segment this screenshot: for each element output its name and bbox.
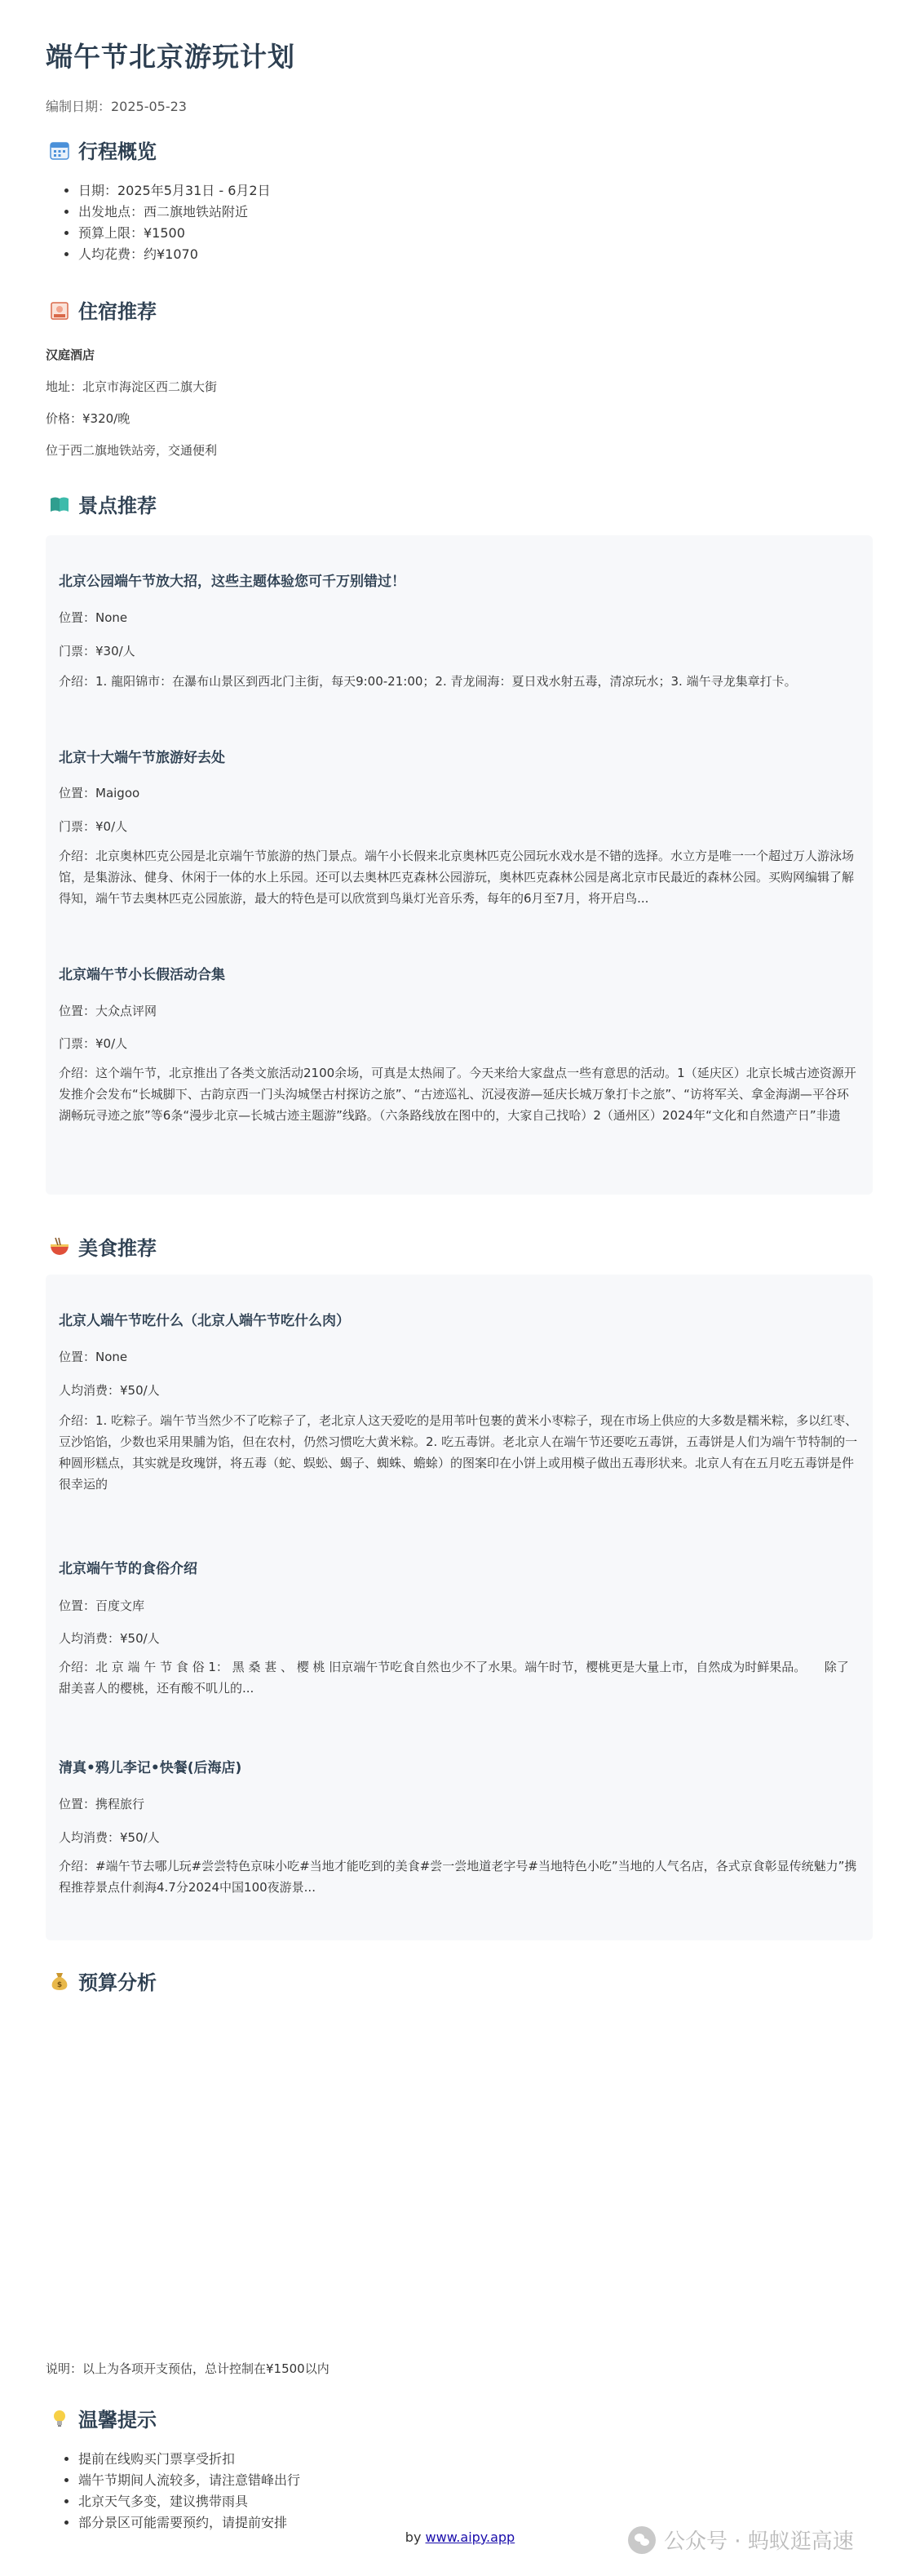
food-title: 北京端午节的食俗介绍 xyxy=(59,1561,197,1577)
hotel-price: 价格：¥320/晚 xyxy=(46,411,130,426)
food-desc: 介绍：1. 吃粽子。端午节当然少不了吃粽子了，老北京人这天爱吃的是用苇叶包裹的黄米小枣粽子，现在市场上供应的大多数是糯米粽，多以红枣、豆沙馅馅，少数也采用果脯为馅，但在农村，仍然习惯吃大黄米粽。2. 吃五毒饼。老北京人在端午节还要吃五毒饼，五毒饼是人们为端午节特制的一种圆形糕点，其实就是玫瑰饼，将五毒（蛇、蜈蚣、蝎子、蜘蛛、蟾蜍）的图案印在小饼上或用模子做出五毒形状来。北京人有在五月吃五毒饼是件很幸运的 xyxy=(59,1413,858,1492)
calendar-icon xyxy=(49,140,70,161)
section-attractions-heading xyxy=(49,490,157,518)
budget-note: 说明：以上为各项开支预估，总计控制在¥1500以内 xyxy=(46,2361,330,2376)
attraction-ticket: 门票：¥0/人 xyxy=(59,819,128,834)
hotel-address: 地址：北京市海淀区西二旗大街 xyxy=(46,379,218,394)
hotel-icon xyxy=(49,299,70,321)
attraction-location: 位置：None xyxy=(59,610,128,625)
list-item: • 人均花费：约¥1070 xyxy=(78,244,271,265)
hotel-note: 位于西二旗地铁站旁，交通便利 xyxy=(46,443,218,458)
attraction-title: 北京端午节小长假活动合集 xyxy=(59,967,225,983)
attraction-ticket: 门票：¥0/人 xyxy=(59,1036,128,1051)
attraction-location: 位置：Maigoo xyxy=(59,786,140,800)
section-food-title: 美食推荐 xyxy=(78,1237,157,1260)
attraction-desc: 介绍：这个端午节，北京推出了各类文旅活动2100余场，可真是太热闹了。今天来给大家盘点一些有意思的活动。1（延庆区）北京长城古迹资源开发推介会发布“长城脚下、古韵京西一门头沟城堡古村探访之旅”、“古迹巡礼、沉浸夜游—延庆长城万象打卡之旅”、“访将军关、拿金海湖—平谷环湖畅玩寻迹之旅”等6条“漫步北京—长城古迹主题游”线路。（六条路线放在图中的，大家自己找哈）2（通州区）2024年“文化和自然遗产日”非遗 xyxy=(59,1066,856,1123)
svg-text:$: $ xyxy=(56,1980,63,1989)
attraction-title: 北京十大端午节旅游好去处 xyxy=(59,750,225,766)
section-budget-heading xyxy=(49,1966,157,1995)
list-item: • 预算上限：¥1500 xyxy=(78,223,271,244)
page-title: 端午节北京游玩计划 xyxy=(46,41,295,73)
list-item: • 出发地点：西二旗地铁站附近 xyxy=(78,202,271,223)
tips-list xyxy=(78,2449,300,2534)
food-desc: 介绍：#端午节去哪儿玩#尝尝特色京味小吃#当地才能吃到的美食#尝一尝地道老字号#当地特色小吃”当地的人气名店，各式京食彰显传统魅力”携程推荐景点什刹海4.7分2024中国100夜游景... xyxy=(59,1859,857,1895)
food-location: 位置：None xyxy=(59,1350,128,1364)
section-tips-heading xyxy=(49,2404,157,2432)
attraction-desc: 介绍：北京奥林匹克公园是北京端午节旅游的热门景点。端午小长假来北京奥林匹克公园玩水戏水是不错的选择。水立方是唯一一个超过万人游泳场馆，是集游泳、健身、休闲于一体的水上乐园。还可以去奥林匹克森林公园游玩，奥林匹克森林公园是离北京市民最近的森林公园。买购网编辑了解得知，端午节去奥林匹克公园旅游，最大的特色是可以欣赏到鸟巢灯光音乐秀，每年的6月至7月，将开启鸟... xyxy=(59,849,855,906)
attraction-desc: 介绍：1. 龍阳锦市：在瀑布山景区到西北门主街，每天9:00-21:00；2. 青龙闹海：夏日戏水射五毒，清凉玩水；3. 端午寻龙集章打卡。 xyxy=(59,674,797,689)
section-overview-title: 行程概览 xyxy=(78,140,157,163)
wechat-icon xyxy=(628,2526,656,2554)
attraction-location: 位置：大众点评网 xyxy=(59,1004,157,1018)
overview-list xyxy=(78,180,271,265)
section-lodging-heading xyxy=(49,295,157,324)
section-attractions-title: 景点推荐 xyxy=(78,494,157,517)
section-food-heading xyxy=(49,1232,157,1261)
food-title: 清真•鸦儿李记•快餐(后海店) xyxy=(59,1760,242,1776)
list-item: • 部分景区可能需要预约，请提前安排 xyxy=(78,2512,300,2534)
food-title: 北京人端午节吃什么（北京人端午节吃什么肉） xyxy=(59,1313,350,1329)
compile-date: 编制日期：2025-05-23 xyxy=(46,99,187,114)
hotel-name: 汉庭酒店 xyxy=(46,348,95,362)
section-overview-heading xyxy=(49,135,157,164)
food-location: 位置：携程旅行 xyxy=(59,1797,145,1811)
list-item: • 日期：2025年5月31日 - 6月2日 xyxy=(78,180,271,202)
food-desc: 介绍：北 京 端 午 节 食 俗 1： 黑 桑 葚 、 樱 桃 旧京端午节吃食自然也少不了水果。端午时节，樱桃更是大量上市，自然成为时鲜果品。 除了甜美喜人的樱桃，还有酸不叽儿的... xyxy=(59,1660,849,1696)
footer-link[interactable]: www.aipy.app xyxy=(425,2529,515,2545)
watermark-text: 公众号 · 蚂蚁逛高速 xyxy=(664,2529,854,2554)
noodle-bowl-icon xyxy=(49,1236,70,1257)
food-card xyxy=(46,1275,873,1940)
food-cost: 人均消费：¥50/人 xyxy=(59,1830,160,1845)
list-item: • 端午节期间人流较多，请注意错峰出行 xyxy=(78,2470,300,2491)
money-bag-icon xyxy=(49,1971,70,1992)
attractions-card xyxy=(46,535,873,1195)
list-item: • 北京天气多变，建议携带雨具 xyxy=(78,2491,300,2512)
food-cost: 人均消费：¥50/人 xyxy=(59,1631,160,1646)
section-budget-title: 预算分析 xyxy=(78,1971,157,1994)
attraction-title: 北京公园端午节放大招，这些主题体验您可千万别错过！ xyxy=(59,574,405,590)
watermark xyxy=(628,2525,854,2555)
lightbulb-icon xyxy=(49,2408,70,2429)
book-icon xyxy=(49,494,70,515)
footer-prefix: by xyxy=(405,2529,422,2545)
attraction-ticket: 门票：¥30/人 xyxy=(59,644,135,658)
food-cost: 人均消费：¥50/人 xyxy=(59,1383,160,1398)
section-lodging-title: 住宿推荐 xyxy=(78,300,157,323)
food-location: 位置：百度文库 xyxy=(59,1598,145,1613)
list-item: • 提前在线购买门票享受折扣 xyxy=(78,2449,300,2470)
section-tips-title: 温馨提示 xyxy=(78,2409,157,2432)
